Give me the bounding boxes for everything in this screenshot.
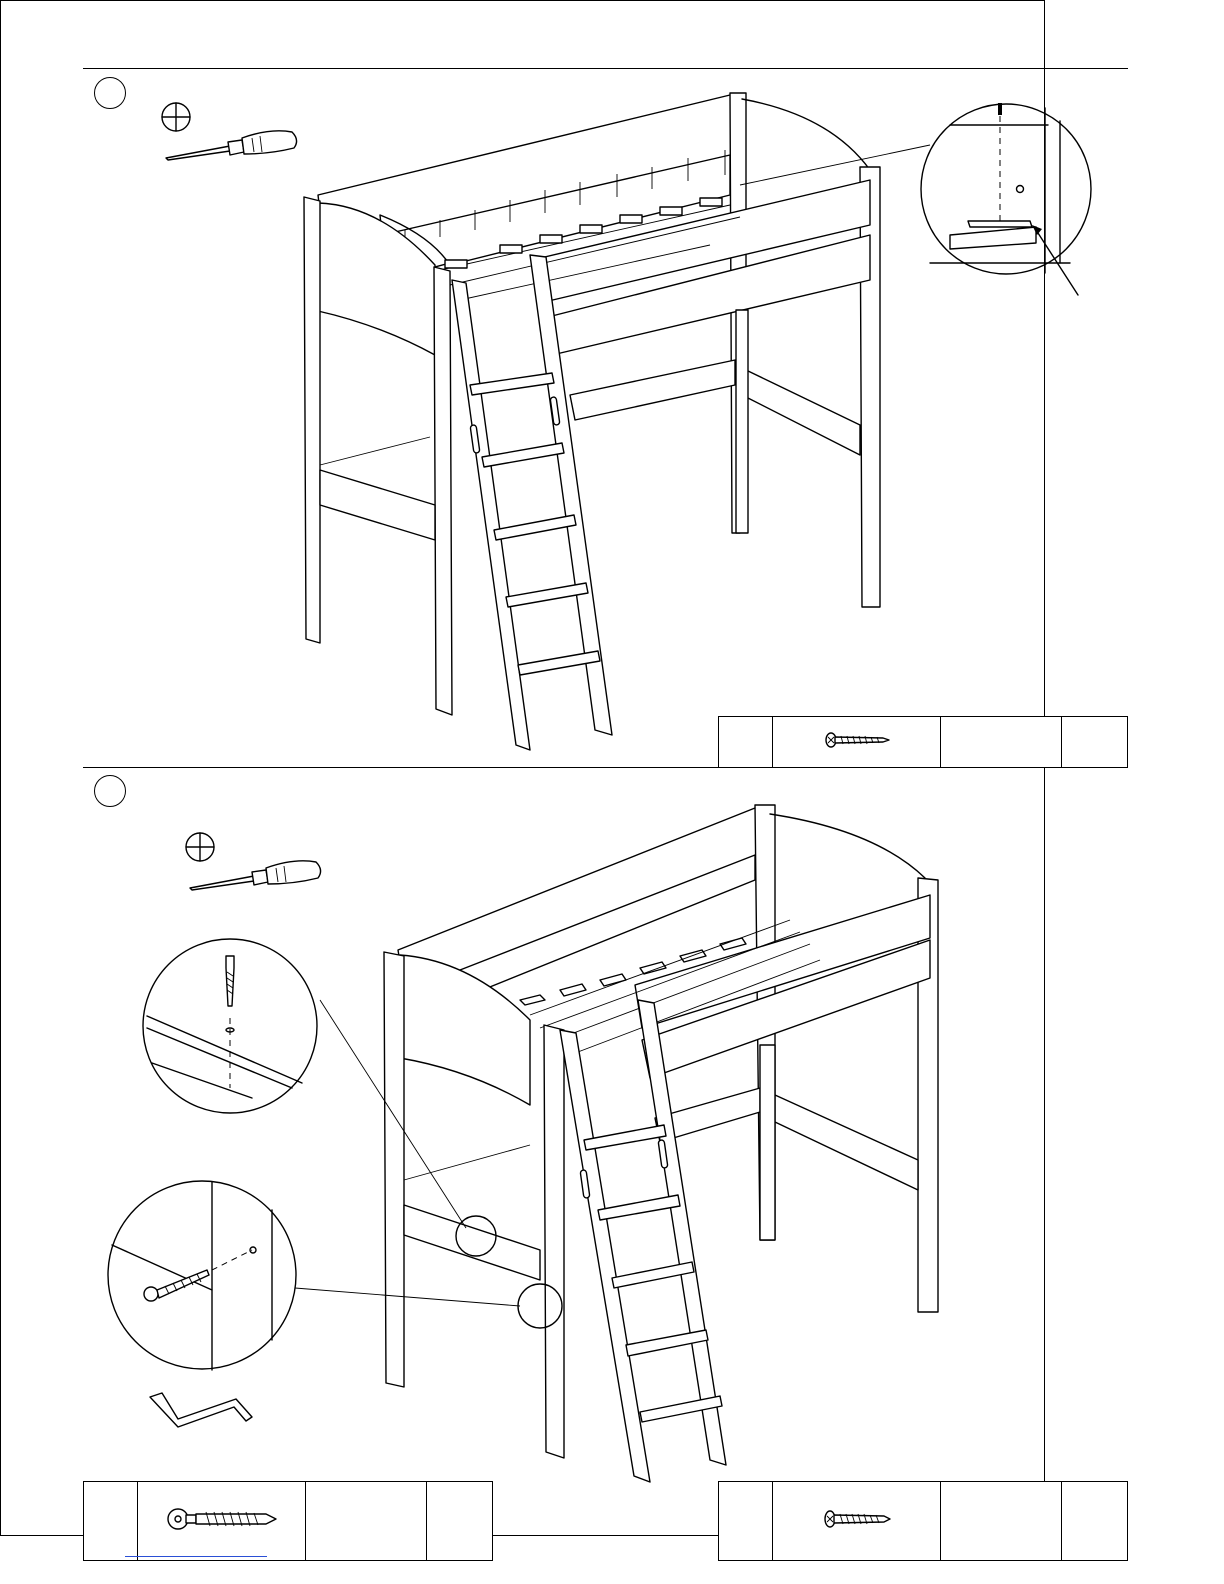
step-2-bed-drawing: [370, 800, 950, 1480]
step-2-number-badge: [94, 775, 126, 807]
allen-key-icon: [148, 1385, 258, 1427]
phillips-screwdriver-icon: [160, 100, 305, 170]
part-icon-cell: [773, 717, 941, 768]
part-code-cell: [84, 1482, 138, 1561]
step-2-parts-table-right: [718, 1481, 1128, 1561]
step-2-detail-zoom-top: [142, 938, 322, 1118]
step-1-parts-table: [718, 716, 1128, 768]
part-icon-cell: [138, 1482, 306, 1561]
part-qty-cell: [1062, 717, 1128, 768]
part-name-cell: [941, 717, 1062, 768]
header-divider: [83, 68, 1128, 69]
part-qty-cell: [427, 1482, 493, 1561]
part-icon-cell: [773, 1482, 941, 1561]
step-1-number-badge: [94, 77, 126, 109]
part-name-cell: [306, 1482, 427, 1561]
step-2-parts-table-left: [83, 1481, 493, 1561]
bolt-with-washer-icon: [166, 1503, 278, 1535]
part-qty-cell: [1062, 1482, 1128, 1561]
step-1-detail-zoom: [920, 103, 1095, 303]
phillips-screwdriver-icon: [184, 830, 329, 900]
part-name-cell: [941, 1482, 1062, 1561]
footer-link[interactable]: [125, 1556, 267, 1557]
wood-screw-icon: [822, 1508, 892, 1530]
wood-screw-icon: [823, 730, 891, 750]
part-code-cell: [719, 1482, 773, 1561]
step-2-detail-zoom-side: [107, 1180, 299, 1372]
step-1-bed-drawing: [290, 85, 910, 765]
page-header: [95, 34, 1115, 64]
part-code-cell: [719, 717, 773, 768]
